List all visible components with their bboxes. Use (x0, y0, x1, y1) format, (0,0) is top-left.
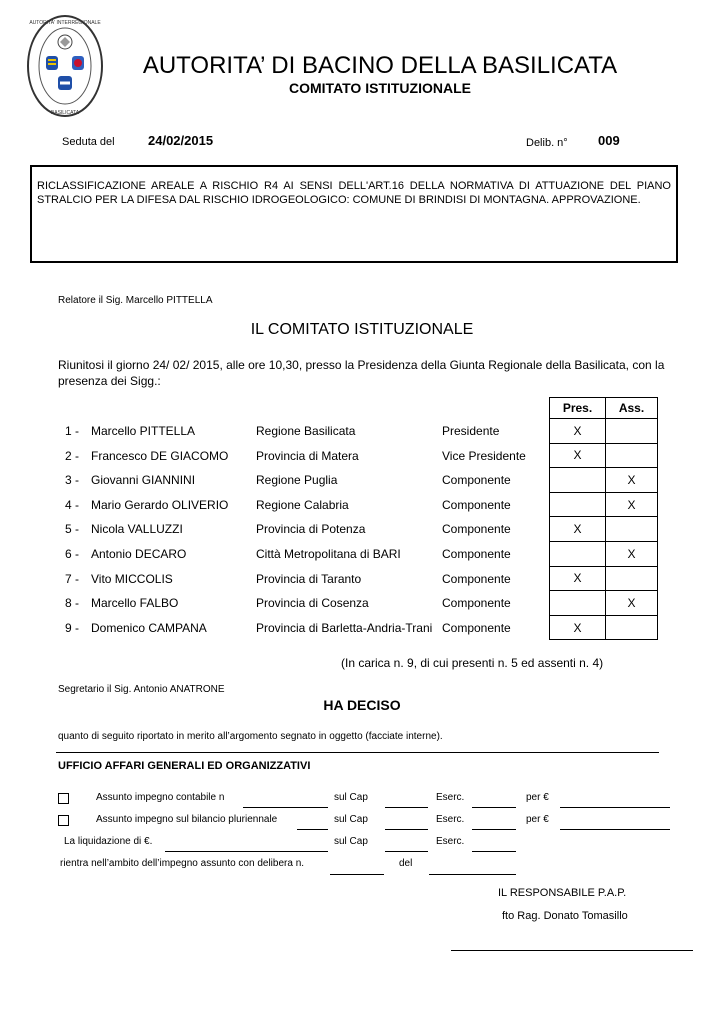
attendance-row (550, 468, 658, 493)
decision-heading: HA DECISO (323, 697, 401, 713)
delib-label: Delib. n° (526, 137, 568, 149)
del-label: del (399, 858, 413, 869)
member-entity: Regione Puglia (256, 473, 338, 488)
decision-text: quanto di seguito riportato in merito all’argomento segnato in oggetto (facciate interne). (58, 731, 443, 742)
intro-paragraph: Riunitosi il giorno 24/ 02/ 2015, alle ore 10,30, presso la Presidenza della Giunta Regionale della Basilicata, con la presenza dei Sigg.: (58, 358, 665, 388)
cap-field[interactable] (385, 829, 428, 830)
liquidazione-label: La liquidazione di €. (64, 836, 153, 847)
liquidazione-field[interactable] (165, 851, 328, 852)
pres-header: Pres. (550, 398, 606, 419)
office-title: UFFICIO AFFARI GENERALI ED ORGANIZZATIVI (58, 760, 311, 772)
pres-cell: X (550, 443, 606, 468)
ass-cell: X (606, 492, 658, 517)
amount-field[interactable] (560, 829, 670, 830)
attendance-row (550, 541, 658, 566)
eserc-field[interactable] (472, 851, 516, 852)
subject-box (30, 165, 678, 263)
member-entity: Provincia di Matera (256, 448, 359, 463)
member-number: 7 - (65, 571, 80, 586)
member-number: 3 - (65, 473, 80, 488)
secretary: Segretario il Sig. Antonio ANATRONE (58, 684, 225, 695)
subject-text: RICLASSIFICAZIONE AREALE A RISCHIO R4 AI SENSI DELL'ART.16 DELLA NORMATIVA DI ATTUAZIONE DEL PIANO STRALCIO PER LA DIFESA DAL RISCHIO IDROGEOLOGICO: COMUNE DI BRINDISI DI MONTAGNA. APPROVAZIONE. (37, 180, 671, 206)
document-subtitle: COMITATO ISTITUZIONALE (289, 80, 471, 96)
pres-cell: X (550, 615, 606, 640)
member-entity: Provincia di Barletta-Andria-Trani (256, 620, 433, 635)
signature-line (451, 950, 693, 951)
per-euro-label: per € (526, 814, 549, 825)
seduta-label: Seduta del (62, 136, 115, 148)
ass-cell: X (606, 468, 658, 493)
impegno-pluriennale-label: Assunto impegno sul bilancio pluriennale (96, 814, 278, 825)
member-number: 4 - (65, 497, 80, 512)
member-role: Componente (442, 473, 511, 488)
rientra-label: rientra nell’ambito dell’impegno assunto con delibera n. (60, 858, 305, 869)
attendance-summary: (In carica n. 9, di cui presenti n. 5 ed assenti n. 4) (341, 656, 604, 670)
attendance-row (550, 591, 658, 616)
cap-field[interactable] (385, 807, 428, 808)
svg-text:AUTORITA' INTERREGIONALE: AUTORITA' INTERREGIONALE (29, 20, 101, 26)
member-role: Componente (442, 620, 511, 635)
attendance-row (550, 517, 658, 542)
eserc-label: Eserc. (436, 814, 465, 825)
member-entity: Regione Calabria (256, 497, 349, 512)
pres-cell (550, 468, 606, 493)
pres-cell: X (550, 517, 606, 542)
impegno-number-field[interactable] (243, 807, 328, 808)
member-number: 1 - (65, 424, 80, 438)
pluriennale-number-field[interactable] (297, 829, 328, 830)
member-name: Domenico CAMPANA (91, 620, 207, 635)
impegno-contabile-checkbox[interactable] (58, 793, 69, 804)
member-role: Componente (442, 596, 511, 611)
eserc-field[interactable] (472, 807, 516, 808)
member-name: Nicola VALLUZZI (91, 522, 183, 537)
member-number: 2 - (65, 448, 80, 463)
delibera-date-field[interactable] (429, 874, 516, 875)
impegno-pluriennale-checkbox[interactable] (58, 815, 69, 826)
per-euro-label: per € (526, 792, 549, 803)
member-entity: Provincia di Potenza (256, 522, 366, 537)
meeting-date: 24/02/2015 (148, 133, 214, 148)
member-name: Marcello PITTELLA (91, 424, 196, 438)
member-role: Componente (442, 497, 511, 512)
pres-cell: X (550, 419, 606, 444)
attendance-table (549, 397, 658, 640)
member-name: Mario Gerardo OLIVERIO (91, 497, 229, 512)
attendance-row (550, 492, 658, 517)
ass-cell: X (606, 591, 658, 616)
delib-number: 009 (598, 133, 620, 148)
ass-cell: X (606, 541, 658, 566)
member-number: 5 - (65, 522, 80, 537)
sul-cap-label: sul Cap (334, 836, 368, 847)
member-entity: Città Metropolitana di BARI (256, 547, 401, 561)
attendance-header-row (550, 398, 658, 419)
member-entity: Regione Basilicata (256, 424, 356, 438)
pres-cell (550, 492, 606, 517)
attendance-row (550, 419, 658, 444)
signature-name: fto Rag. Donato Tomasillo (502, 910, 628, 922)
ass-header: Ass. (606, 398, 658, 419)
divider-line (56, 752, 659, 753)
signature-role: IL RESPONSABILE P.A.P. (498, 887, 627, 899)
delibera-number-field[interactable] (330, 874, 384, 875)
member-role: Componente (442, 522, 511, 537)
member-role: Presidente (442, 424, 500, 438)
ass-cell (606, 443, 658, 468)
pres-cell (550, 591, 606, 616)
ass-cell (606, 517, 658, 542)
document-title: AUTORITA’ DI BACINO DELLA BASILICATA (142, 52, 618, 79)
member-number: 9 - (65, 620, 80, 635)
relatore: Relatore il Sig. Marcello PITTELLA (58, 295, 213, 306)
member-entity: Provincia di Cosenza (256, 596, 369, 611)
pres-cell: X (550, 566, 606, 591)
member-name: Giovanni GIANNINI (91, 473, 196, 488)
member-entity: Provincia di Taranto (256, 571, 362, 586)
member-role: Componente (442, 571, 511, 586)
member-name: Vito MICCOLIS (91, 571, 173, 586)
member-name: Antonio DECARO (91, 547, 187, 561)
eserc-label: Eserc. (436, 836, 465, 847)
member-number: 8 - (65, 596, 80, 611)
attendance-row (550, 566, 658, 591)
ass-cell (606, 419, 658, 444)
attendance-row (550, 443, 658, 468)
committee-heading: IL COMITATO ISTITUZIONALE (250, 321, 474, 338)
member-name: Francesco DE GIACOMO (91, 448, 229, 463)
eserc-label: Eserc. (436, 792, 465, 803)
eserc-field[interactable] (472, 829, 516, 830)
sul-cap-label: sul Cap (334, 814, 368, 825)
impegno-contabile-label: Assunto impegno contabile n (96, 792, 225, 803)
member-name: Marcello FALBO (91, 596, 179, 611)
authority-seal-logo (26, 14, 104, 118)
member-number: 6 - (65, 547, 80, 561)
ass-cell (606, 566, 658, 591)
cap-field[interactable] (385, 851, 428, 852)
amount-field[interactable] (560, 807, 670, 808)
ass-cell (606, 615, 658, 640)
member-role: Vice Presidente (442, 448, 526, 463)
attendance-row (550, 615, 658, 640)
pres-cell (550, 541, 606, 566)
member-role: Componente (442, 547, 511, 561)
sul-cap-label: sul Cap (334, 792, 368, 803)
svg-text:BASILICATA: BASILICATA (50, 110, 80, 116)
